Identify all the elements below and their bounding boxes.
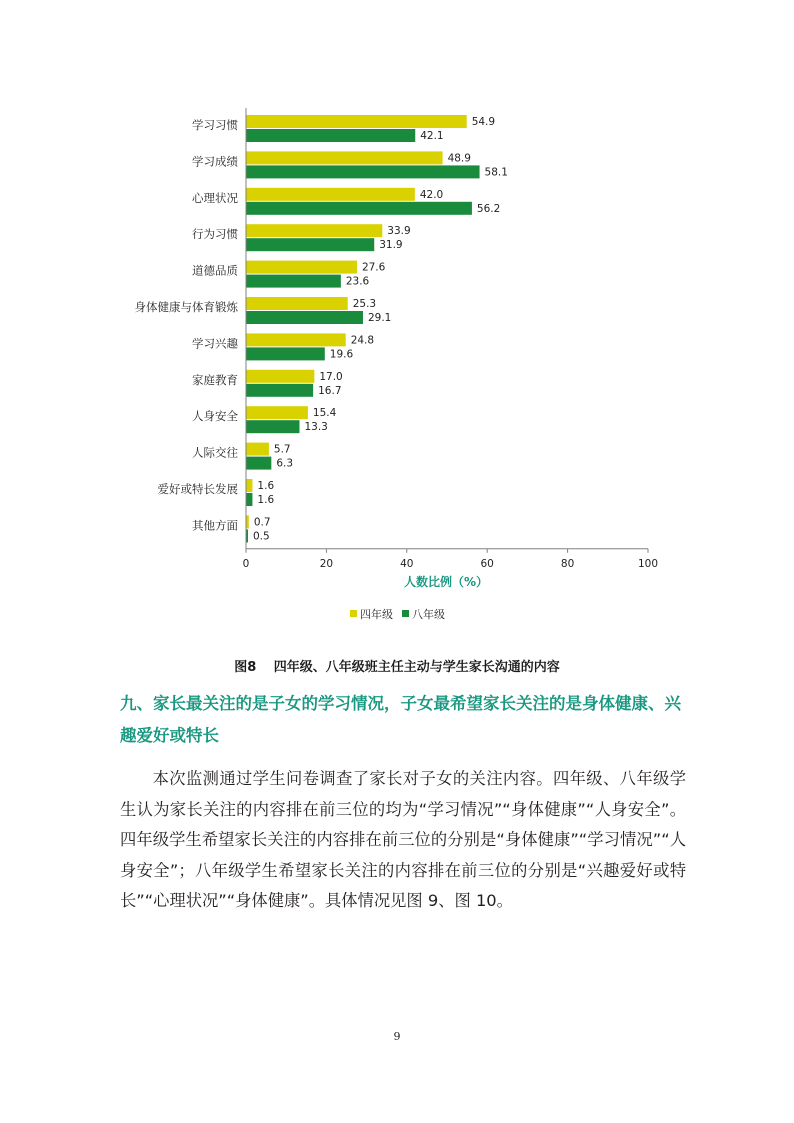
data-label: 27.6 [361, 261, 386, 274]
body-paragraph: 本次监测通过学生问卷调查了家长对子女的关注内容。四年级、八年级学生认为家长关注的内容排在前三位的均为“学习情况”“身体健康”“人身安全”。四年级学生希望家长关注的内容排在前三位的分别是“身体健康”“学习情况”“人身安全”；八年级学生希望家长关注的内容排在前三位的分别是“兴趣爱好或特长”“心理状况”“身体健康”。具体情况见图 9、图 10。 [120, 769, 686, 910]
category-label: 学习兴趣 [192, 336, 238, 351]
x-tick-label: 100 [637, 557, 659, 570]
page-number: 9 [393, 1030, 401, 1043]
bars [246, 115, 480, 542]
category-label: 其他方面 [192, 518, 238, 533]
bar-grade4 [246, 261, 357, 274]
bar-grade8 [246, 457, 271, 470]
data-label: 17.0 [319, 370, 343, 383]
category-label: 身体健康与体育锻炼 [134, 300, 238, 314]
bar-grade4 [246, 479, 252, 492]
data-label: 19.6 [329, 348, 354, 361]
data-label: 33.9 [387, 225, 411, 238]
bar-grade4 [246, 406, 308, 419]
data-label: 56.2 [476, 202, 501, 215]
x-tick-label: 60 [480, 557, 494, 570]
data-label: 13.3 [304, 421, 328, 434]
x-axis-label: 人数比例（%） [403, 575, 489, 589]
data-label: 54.9 [471, 116, 496, 128]
legend-label: 八年级 [412, 608, 445, 621]
x-tick-label: 0 [242, 557, 250, 570]
data-label: 25.3 [352, 298, 377, 310]
bar-grade4 [246, 151, 443, 164]
category-label: 道德品质 [192, 263, 238, 278]
data-label: 0.5 [253, 530, 270, 543]
category-labels [135, 118, 239, 532]
category-label: 家庭教育 [192, 372, 238, 387]
category-label: 心理状况 [192, 190, 238, 205]
x-tick-label: 80 [560, 557, 575, 570]
data-label: 48.9 [447, 152, 471, 165]
bar-grade4 [246, 333, 346, 346]
x-tick-label: 40 [400, 557, 414, 570]
data-label: 1.6 [257, 494, 275, 506]
data-label: 15.4 [312, 407, 337, 420]
data-label: 29.1 [367, 312, 392, 324]
data-label: 42.1 [420, 130, 444, 142]
legend-swatch [402, 610, 409, 617]
data-label: 24.8 [350, 334, 375, 347]
data-label: 23.6 [345, 275, 370, 288]
bar-grade8 [246, 384, 313, 397]
bar-grade8 [246, 202, 472, 215]
category-label: 人身安全 [192, 409, 238, 424]
legend [350, 607, 445, 621]
category-label: 行为习惯 [192, 227, 238, 242]
category-label: 人际交往 [192, 445, 238, 460]
bar-grade4 [246, 370, 314, 383]
bar-grade4 [246, 297, 348, 310]
bar-grade4 [246, 443, 269, 456]
category-label: 学习习惯 [192, 118, 238, 132]
bar-grade8 [246, 420, 299, 433]
data-label: 0.7 [253, 516, 271, 529]
bar-grade8 [246, 311, 363, 324]
figure-caption: 图8 四年级、八年级班主任主动与学生家长沟通的内容 [234, 660, 560, 675]
value-labels [253, 116, 508, 542]
bar-grade4 [246, 188, 415, 201]
data-label: 6.3 [276, 457, 294, 470]
bar-grade8 [246, 129, 415, 142]
x-tick-label: 20 [319, 557, 334, 570]
bar-grade8 [246, 165, 480, 178]
bar-grade8 [246, 275, 341, 288]
data-label: 31.9 [379, 239, 403, 252]
bar-grade4 [246, 224, 382, 237]
bar-grade8 [246, 493, 252, 506]
data-label: 1.6 [257, 480, 275, 492]
data-label: 42.0 [419, 188, 444, 201]
data-label: 58.1 [484, 166, 508, 179]
data-label: 16.7 [318, 384, 342, 397]
category-label: 学习成绩 [192, 154, 238, 169]
legend-swatch [350, 610, 357, 617]
bar-grade4 [246, 115, 467, 128]
category-label: 爱好或特长发展 [157, 482, 238, 496]
bar-grade8 [246, 347, 325, 360]
data-label: 5.7 [273, 443, 291, 456]
bar-grade8 [246, 238, 374, 251]
section-heading: 九、家长最关注的是子女的学习情况，子女最希望家长关注的是身体健康、兴趣爱好或特长 [120, 694, 681, 745]
legend-label: 四年级 [360, 608, 393, 621]
